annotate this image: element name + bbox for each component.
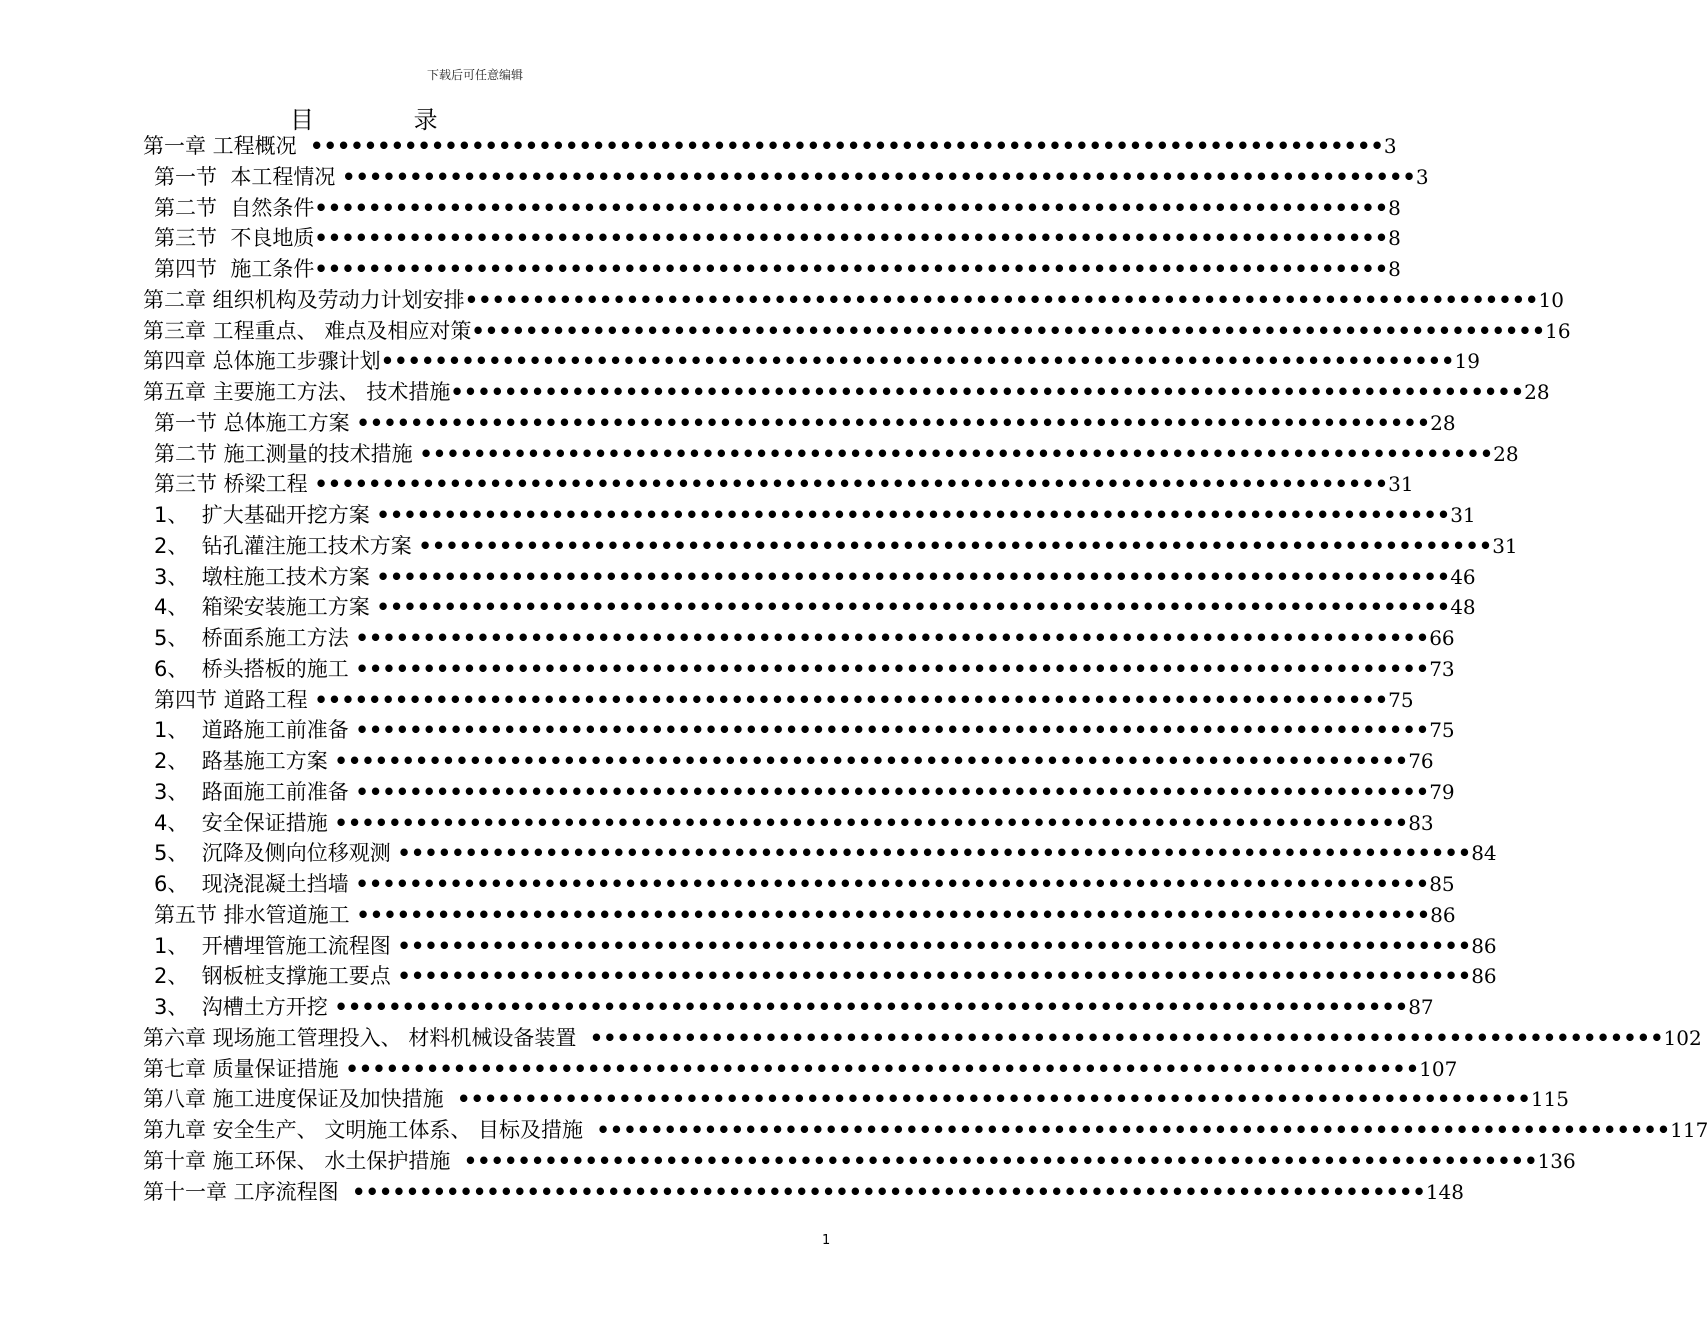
toc-entry-page: 28: [1524, 380, 1550, 404]
toc-entry-page: 48: [1450, 595, 1476, 620]
toc-entry: [143, 346, 1480, 376]
toc-entry-page: 31: [1450, 503, 1476, 527]
toc-entry-page: 86: [1471, 933, 1497, 958]
toc-leader-dots: ••••••••••••••••••••••••••••••••••••••••••••••••••••••••••••••••••••••••••••••••: [397, 964, 1472, 989]
toc-leader-dots: ••••••••••••••••••••••••••••••••••••••••••••••••••••••••••••••••••••••••••••••••: [376, 595, 1451, 620]
toc-entry: [154, 961, 1497, 991]
toc-leader-dots: ••••••••••••••••••••••••••••••••••••••••••••••••••••••••••••••••••••••••••••••••: [457, 1087, 1531, 1112]
toc-entry-label: 6、 现浇混凝土挡墙: [154, 872, 356, 896]
toc-entry-label: 1、 扩大基础开挖方案: [154, 503, 377, 527]
toc-leader-dots: ••••••••••••••••••••••••••••••••••••••••••••••••••••••••••••••••••••••••••••••••: [464, 287, 1539, 312]
toc-entry-label: 第五节 排水管道施工: [154, 902, 357, 927]
toc-entry-page: 8: [1388, 257, 1401, 281]
toc-entry-page: 46: [1450, 564, 1476, 589]
toc-entry-label: 第一节 总体施工方案: [154, 410, 357, 435]
toc-entry-label: 第九章 安全生产、 文明施工体系、 目标及措施: [143, 1118, 597, 1142]
toc-entry: [154, 500, 1476, 530]
toc-leader-dots: ••••••••••••••••••••••••••••••••••••••••••••••••••••••••••••••••••••••••••••••••: [355, 872, 1430, 896]
toc-entry: [154, 193, 1401, 223]
toc-entry-label: 第四章 总体施工步骤计划: [143, 349, 381, 374]
toc-entry-label: 4、 安全保证措施: [154, 810, 335, 835]
toc-entry-label: 4、 箱梁安装施工方案: [154, 595, 377, 620]
toc-entry: [154, 562, 1476, 592]
toc-entry-page: 102: [1663, 1025, 1702, 1050]
toc-entry-label: 第一节 本工程情况: [154, 164, 343, 189]
toc-leader-dots: ••••••••••••••••••••••••••••••••••••••••••••••••••••••••••••••••••••••••••••••••: [356, 410, 1431, 435]
toc-entry-page: 8: [1388, 195, 1401, 220]
toc-entry: [154, 746, 1434, 776]
toc-entry: [143, 1177, 1465, 1207]
toc-entry-label: 5、 沉降及侧向位移观测: [154, 841, 398, 866]
toc-entry-label: 3、 墩柱施工技术方案: [154, 564, 377, 589]
toc-entry-page: 136: [1537, 1148, 1576, 1173]
toc-entry: [154, 808, 1434, 838]
toc-entry-page: 10: [1538, 287, 1564, 312]
toc-entry: [154, 469, 1414, 499]
toc-leader-dots: ••••••••••••••••••••••••••••••••••••••••••••••••••••••••••••••••••••••••••••••••: [355, 779, 1430, 804]
toc-entry-label: 3、 沟槽土方开挖: [154, 995, 335, 1019]
toc-entry-label: 第十一章 工序流程图: [143, 1179, 353, 1204]
toc-leader-dots: ••••••••••••••••••••••••••••••••••••••••••••••••••••••••••••••••••••••••••••••••: [376, 503, 1451, 527]
toc-entry-page: 86: [1471, 964, 1497, 989]
toc-entry-label: 第五章 主要施工方法、 技术措施: [143, 380, 451, 404]
toc-leader-dots: ••••••••••••••••••••••••••••••••••••••••••••••••••••••••••••••••••••••••••••••••: [314, 195, 1389, 220]
toc-entry-page: 3: [1383, 134, 1397, 158]
toc-entry-label: 6、 桥头搭板的施工: [154, 656, 356, 681]
toc-entry-page: 115: [1530, 1087, 1570, 1112]
toc-leader-dots: ••••••••••••••••••••••••••••••••••••••••••••••••••••••••••••••••••••••••••••••••: [314, 257, 1389, 281]
toc-entry: [154, 838, 1497, 868]
toc-entry-page: 31: [1388, 472, 1414, 497]
toc-entry-page: 107: [1419, 1056, 1458, 1081]
toc-leader-dots: ••••••••••••••••••••••••••••••••••••••••••••••••••••••••••••••••••••••••••••••••: [463, 1148, 1538, 1173]
toc-entry-page: 75: [1388, 687, 1414, 712]
toc-entry-label: 5、 桥面系施工方法: [154, 626, 356, 650]
toc-leader-dots: ••••••••••••••••••••••••••••••••••••••••••••••••••••••••••••••••••••••••••••••••: [419, 441, 1494, 466]
toc-entry: [154, 623, 1455, 653]
toc-entry-page: 83: [1408, 810, 1434, 835]
toc-entry: [143, 1146, 1576, 1176]
toc-entry: [143, 1054, 1458, 1084]
toc-entry: [154, 439, 1519, 469]
toc-entry: [143, 377, 1550, 407]
toc-entry-page: 148: [1425, 1179, 1465, 1204]
toc-entry: [143, 131, 1397, 161]
toc-entry-page: 3: [1415, 164, 1429, 189]
toc-entry-label: 第一章 工程概况: [143, 134, 311, 158]
toc-entry: [154, 685, 1414, 715]
toc-leader-dots: ••••••••••••••••••••••••••••••••••••••••••••••••••••••••••••••••••••••••••••••••: [418, 533, 1493, 558]
toc-entry: [154, 777, 1455, 807]
toc-leader-dots: ••••••••••••••••••••••••••••••••••••••••••••••••••••••••••••••••••••••••••••••••: [356, 902, 1431, 927]
toc-entry: [154, 592, 1476, 622]
toc-entry-label: 第六章 现场施工管理投入、 材料机械设备装置: [143, 1025, 590, 1050]
toc-entry: [154, 900, 1456, 930]
toc-entry-page: 28: [1493, 441, 1519, 466]
toc-entry-label: 第四节 施工条件: [154, 257, 315, 281]
toc-entry-label: 2、 路基施工方案: [154, 749, 335, 773]
toc-leader-dots: ••••••••••••••••••••••••••••••••••••••••••••••••••••••••••••••••••••••••••••••••: [471, 318, 1546, 343]
toc-leader-dots: ••••••••••••••••••••••••••••••••••••••••••••••••••••••••••••••••••••••••••••••••: [596, 1118, 1671, 1142]
toc-entry-label: 1、 道路施工前准备: [154, 718, 356, 743]
toc-leader-dots: ••••••••••••••••••••••••••••••••••••••••••••••••••••••••••••••••••••••••••••••••: [450, 380, 1525, 404]
toc-entry-page: 84: [1471, 841, 1497, 866]
toc-leader-dots: ••••••••••••••••••••••••••••••••••••••••••••••••••••••••••••••••••••••••••••••••: [352, 1179, 1426, 1204]
toc-leader-dots: ••••••••••••••••••••••••••••••••••••••••••••••••••••••••••••••••••••••••••••••••: [314, 226, 1389, 251]
toc-entry: [154, 223, 1401, 253]
toc-entry-label: 第八章 施工进度保证及加快措施: [143, 1087, 458, 1112]
page-number: 1: [822, 1233, 831, 1248]
toc-entry-label: 第三节 桥梁工程: [154, 472, 315, 497]
toc-leader-dots: ••••••••••••••••••••••••••••••••••••••••••••••••••••••••••••••••••••••••••••••••: [334, 810, 1409, 835]
toc-leader-dots: ••••••••••••••••••••••••••••••••••••••••••••••••••••••••••••••••••••••••••••••••: [355, 718, 1430, 743]
toc-entry-label: 第三章 工程重点、 难点及相应对策: [143, 318, 472, 343]
toc-entry-label: 第二章 组织机构及劳动力计划安排: [143, 287, 465, 312]
toc-entry-label: 第七章 质量保证措施: [143, 1056, 346, 1081]
toc-entry-label: 第四节 道路工程: [154, 687, 315, 712]
toc-entry-page: 79: [1429, 779, 1455, 804]
toc-entry-label: 第三节 不良地质: [154, 226, 315, 251]
toc-leader-dots: ••••••••••••••••••••••••••••••••••••••••••••••••••••••••••••••••••••••••••••••••: [380, 349, 1455, 374]
toc-entry: [154, 715, 1455, 745]
toc-entry-label: 3、 路面施工前准备: [154, 779, 356, 804]
toc-entry: [154, 162, 1429, 192]
toc-entry-page: 8: [1388, 226, 1401, 251]
toc-leader-dots: ••••••••••••••••••••••••••••••••••••••••••••••••••••••••••••••••••••••••••••••••: [314, 472, 1389, 497]
toc-entry-label: 1、 开槽埋管施工流程图: [154, 933, 398, 958]
toc-entry: [154, 931, 1497, 961]
toc-entry: [143, 1115, 1708, 1145]
toc-leader-dots: ••••••••••••••••••••••••••••••••••••••••••••••••••••••••••••••••••••••••••••••••: [342, 164, 1416, 189]
toc-entry-page: 86: [1430, 902, 1456, 927]
toc-title: 目 录: [290, 106, 484, 134]
toc-entry-page: 16: [1545, 318, 1571, 343]
toc-entry-label: 第十章 施工环保、 水土保护措施: [143, 1148, 464, 1173]
toc-entry-page: 19: [1454, 349, 1480, 374]
toc-entry-label: 第二节 施工测量的技术措施: [154, 441, 420, 466]
toc-entry-page: 117: [1670, 1118, 1708, 1142]
toc-entry: [143, 285, 1564, 315]
page-header: 下载后可任意编辑: [426, 68, 523, 82]
toc-leader-dots: ••••••••••••••••••••••••••••••••••••••••••••••••••••••••••••••••••••••••••••••••: [589, 1025, 1664, 1050]
toc-entry-page: 31: [1492, 533, 1518, 558]
toc-entry: [154, 531, 1518, 561]
toc-entry: [154, 869, 1455, 899]
toc-entry-page: 87: [1408, 995, 1434, 1019]
toc-entry-page: 85: [1429, 872, 1455, 896]
toc-leader-dots: ••••••••••••••••••••••••••••••••••••••••••••••••••••••••••••••••••••••••••••••••: [314, 687, 1389, 712]
toc-entry: [154, 254, 1401, 284]
toc-leader-dots: ••••••••••••••••••••••••••••••••••••••••••••••••••••••••••••••••••••••••••••••••: [334, 995, 1409, 1019]
toc-leader-dots: ••••••••••••••••••••••••••••••••••••••••••••••••••••••••••••••••••••••••••••••••: [397, 841, 1472, 866]
toc-entry: [154, 408, 1456, 438]
toc-leader-dots: ••••••••••••••••••••••••••••••••••••••••••••••••••••••••••••••••••••••••••••••••: [376, 564, 1451, 589]
toc-entry: [143, 316, 1571, 346]
toc-entry: [143, 1023, 1702, 1053]
toc-entry-label: 2、 钢板桩支撑施工要点: [154, 964, 398, 989]
toc-leader-dots: ••••••••••••••••••••••••••••••••••••••••••••••••••••••••••••••••••••••••••••••••: [355, 656, 1430, 681]
toc-entry-label: 第二节 自然条件: [154, 195, 315, 220]
toc-entry: [154, 992, 1434, 1022]
toc-entry-page: 66: [1429, 626, 1455, 650]
toc-leader-dots: ••••••••••••••••••••••••••••••••••••••••••••••••••••••••••••••••••••••••••••••••: [397, 933, 1472, 958]
toc-entry-page: 28: [1430, 410, 1456, 435]
toc-leader-dots: ••••••••••••••••••••••••••••••••••••••••••••••••••••••••••••••••••••••••••••••••: [310, 134, 1384, 158]
toc-leader-dots: ••••••••••••••••••••••••••••••••••••••••••••••••••••••••••••••••••••••••••••••••: [355, 626, 1430, 650]
toc-entry-label: 2、 钻孔灌注施工技术方案: [154, 533, 419, 558]
toc-entry-page: 75: [1429, 718, 1455, 743]
toc-entry: [154, 654, 1455, 684]
toc-entry-page: 76: [1408, 749, 1434, 773]
toc-entry: [143, 1084, 1570, 1114]
toc-entry-page: 73: [1429, 656, 1455, 681]
toc-leader-dots: ••••••••••••••••••••••••••••••••••••••••••••••••••••••••••••••••••••••••••••••••: [334, 749, 1409, 773]
toc-leader-dots: ••••••••••••••••••••••••••••••••••••••••••••••••••••••••••••••••••••••••••••••••: [345, 1056, 1420, 1081]
